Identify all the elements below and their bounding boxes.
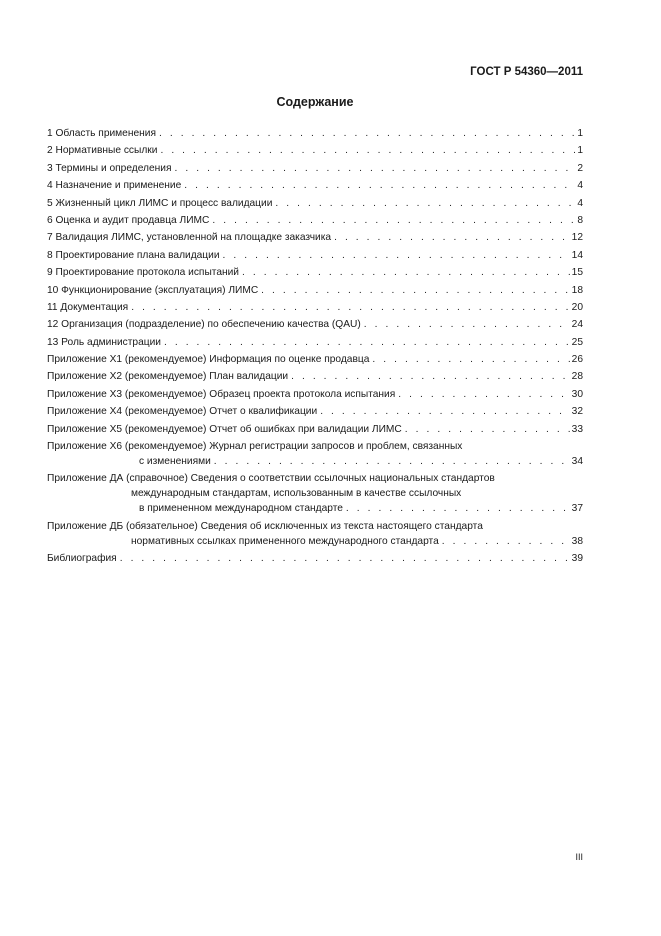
toc-leader-dots: [160, 143, 575, 158]
toc-leader-dots: [364, 317, 570, 332]
toc-entry-page: 4: [577, 197, 583, 209]
toc-entry-page: 32: [571, 406, 583, 418]
table-of-contents: [47, 126, 583, 569]
toc-entry[interactable]: [47, 143, 583, 158]
toc-leader-dots: [164, 335, 570, 350]
toc-entry-label: 5 Жизненный цикл ЛИМС и процесс валидации: [47, 197, 273, 209]
toc-entry-label: Приложение Х2 (рекомендуемое) План валидации: [47, 371, 289, 383]
toc-entry-page: 2: [577, 162, 583, 174]
toc-entry-page: 4: [577, 180, 583, 192]
toc-entry-page: 18: [571, 284, 583, 296]
toc-entry[interactable]: [47, 551, 583, 566]
toc-entry-page: 15: [571, 267, 583, 279]
toc-leader-dots: [223, 248, 570, 263]
toc-leader-dots: [372, 352, 569, 367]
toc-entry[interactable]: [47, 283, 583, 298]
toc-leader-dots: [242, 265, 570, 280]
toc-leader-dots: [320, 404, 569, 419]
toc-entry[interactable]: [47, 178, 583, 193]
toc-entry-page: 30: [571, 388, 583, 400]
standard-header: ГОСТ Р 54360—2011: [470, 66, 583, 78]
toc-entry-page: 1: [577, 128, 583, 139]
toc-entry-page: 12: [571, 232, 583, 244]
toc-entry[interactable]: [47, 404, 583, 419]
toc-leader-dots: [275, 196, 575, 211]
toc-entry[interactable]: [47, 422, 583, 437]
toc-entry-page: 24: [571, 319, 583, 331]
toc-entry[interactable]: [47, 519, 583, 549]
toc-entry-page: 20: [571, 301, 583, 313]
toc-entry-page: 1: [577, 145, 583, 157]
toc-leader-dots: [442, 534, 570, 549]
toc-leader-dots: [214, 454, 570, 469]
toc-entry-label: Приложение ДА (справочное) Сведения о соответствии ссылочных национальных стандартов: [47, 473, 495, 485]
toc-entry-label: Приложение ДБ (обязательное) Сведения об исключенных из текста настоящего стандарта: [47, 520, 483, 532]
toc-leader-dots: [212, 213, 575, 228]
toc-entry-label: Приложение Х5 (рекомендуемое) Отчет об ошибках при валидации ЛИМС: [47, 423, 402, 435]
toc-entry-label: 7 Валидация ЛИМС, установленной на площадке заказчика: [47, 232, 332, 244]
toc-entry-label: 1 Область применения: [47, 128, 156, 139]
toc-entry[interactable]: [47, 387, 583, 402]
toc-entry-continuation: международным стандартам, использованным в качестве ссылочных: [131, 488, 462, 500]
page-number: III: [575, 852, 583, 862]
toc-entry[interactable]: [47, 439, 583, 469]
toc-entry-continuation: в примененном международном стандарте: [139, 503, 343, 515]
toc-entry-page: 34: [571, 456, 583, 468]
toc-leader-dots: [159, 126, 575, 141]
toc-entry-label: 2 Нормативные ссылки: [47, 145, 158, 157]
toc-entry[interactable]: [47, 196, 583, 211]
page-title: Содержание: [276, 95, 354, 109]
toc-entry-page: 8: [577, 214, 583, 226]
toc-entry-label: 6 Оценка и аудит продавца ЛИМС: [47, 214, 210, 226]
toc-entry[interactable]: [47, 230, 583, 245]
toc-leader-dots: [405, 422, 570, 437]
toc-entry-label: 9 Проектирование протокола испытаний: [47, 267, 239, 279]
toc-entry-label: Библиография: [47, 553, 117, 565]
toc-entry[interactable]: [47, 300, 583, 315]
toc-entry-page: 38: [571, 535, 583, 547]
toc-leader-dots: [291, 369, 570, 384]
toc-leader-dots: [398, 387, 569, 402]
toc-entry[interactable]: [47, 352, 583, 367]
toc-leader-dots: [334, 230, 570, 245]
toc-entry[interactable]: [47, 317, 583, 332]
toc-leader-dots: [174, 161, 575, 176]
toc-leader-dots: [131, 300, 569, 315]
toc-entry[interactable]: [47, 213, 583, 228]
toc-entry-label: Приложение Х4 (рекомендуемое) Отчет о квалификации: [47, 406, 318, 418]
toc-entry[interactable]: [47, 471, 583, 516]
toc-entry-label: 4 Назначение и применение: [47, 180, 182, 192]
toc-entry-label: 12 Организация (подразделение) по обеспечению качества (QAU): [47, 319, 361, 331]
toc-leader-dots: [261, 283, 569, 298]
toc-entry[interactable]: [47, 265, 583, 280]
toc-entry-page: 26: [571, 354, 583, 366]
toc-leader-dots: [346, 501, 570, 516]
toc-entry-label: 3 Термины и определения: [47, 162, 172, 174]
toc-entry-label: Приложение Х1 (рекомендуемое) Информация по оценке продавца: [47, 354, 370, 366]
toc-entry-continuation: с изменениями: [139, 456, 211, 468]
toc-entry[interactable]: [47, 369, 583, 384]
toc-leader-dots: [120, 551, 570, 566]
toc-entry-page: 14: [571, 249, 583, 261]
toc-entry-label: Приложение Х3 (рекомендуемое) Образец проекта протокола испытания: [47, 388, 396, 400]
toc-entry-page: 28: [571, 371, 583, 383]
toc-entry-label: 11 Документация: [47, 301, 129, 313]
toc-entry-page: 39: [571, 553, 583, 565]
toc-entry-page: 33: [571, 423, 583, 435]
toc-entry-page: 25: [571, 336, 583, 348]
toc-entry-page: 37: [571, 503, 583, 515]
toc-entry-label: 13 Роль администрации: [47, 336, 161, 348]
toc-entry[interactable]: [47, 335, 583, 350]
toc-entry-label: Приложение Х6 (рекомендуемое) Журнал регистрации запросов и проблем, связанных: [47, 441, 463, 453]
toc-entry-label: 8 Проектирование плана валидации: [47, 249, 220, 261]
toc-entry[interactable]: [47, 161, 583, 176]
toc-entry-continuation: нормативных ссылках примененного международного стандарта: [131, 535, 439, 547]
toc-entry[interactable]: [47, 126, 583, 141]
toc-entry[interactable]: [47, 248, 583, 263]
toc-leader-dots: [184, 178, 575, 193]
toc-entry-label: 10 Функционирование (эксплуатация) ЛИМС: [47, 284, 259, 296]
